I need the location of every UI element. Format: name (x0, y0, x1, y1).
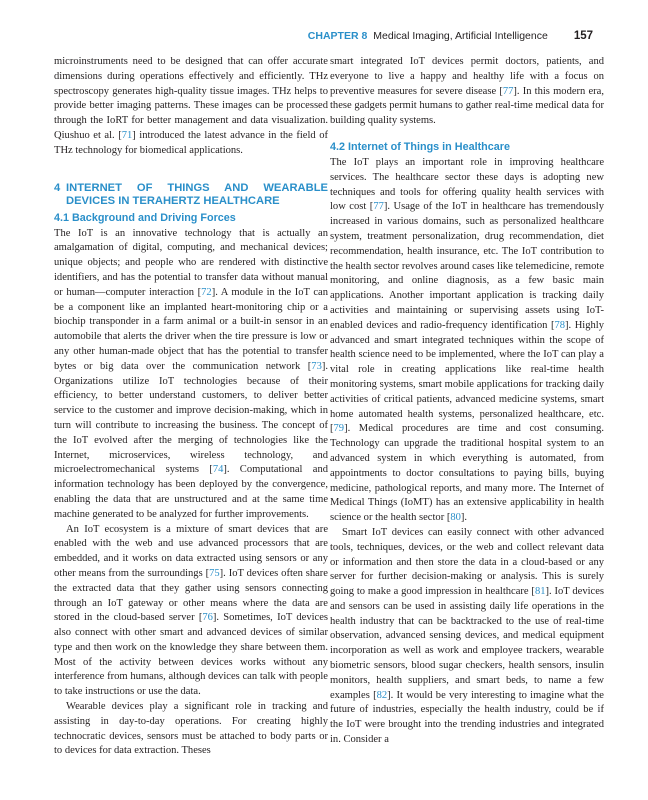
citation-link[interactable]: 78 (554, 319, 565, 331)
citation-link[interactable]: 75 (209, 567, 220, 579)
left-column (54, 55, 328, 759)
citation-link[interactable]: 79 (333, 423, 345, 435)
section-title: INTERNET OF THINGS AND WEARABLE DEVICES IN TERAHERTZ HEALTHCARE (66, 181, 328, 207)
chapter-label: CHAPTER 8 (307, 30, 368, 42)
paragraph: microinstruments need to be designed that can offer accurate dimensions during operations effectively and efficiently. THz spectroscopy generates high-quality tissue images. THz helps to provide better imaging patterns. These images can be processed through the IoRT for better management and data visualization. Qiushuo et al. [71] introduced the latest advance in the field of THz technology for biomedical applications. (54, 56, 328, 156)
running-header (55, 30, 593, 42)
citation-link[interactable]: 77 (373, 201, 384, 213)
right-column (330, 55, 604, 748)
citation-link[interactable]: 74 (212, 464, 224, 476)
paragraph: The IoT is an innovative technology that is actually an amalgamation of digital, computing, and mechanical devices; unique objects; and people who are rendered with distinctive identifiers, and has the potential to transfer data without manual or human—computer interaction [72]. A module in the IoT can be a component like an implanted heart-monitoring chip or a biochip transponder in a farm animal or a built-in sensor in an automobile that alerts the driver when the tire pressure is low or any other human-made object that has the potential to transfer bytes or big data over the communication network [73]. Organizations utilize IoT technologies because of their efficiency, to better understand customers, to deliver better service to the customer and improve decision-making, which in turn will contribute to increasing the business. The concept of the IoT evolved after the merging of technologies like the Internet, microservices, wireless technology, and microelectromechanical systems [74]. Computational and information technology has been deployed by the convergence, enabling the data that are unstructured and at the same time machine generated to be analyzed for further improvements. (54, 227, 329, 520)
paragraph: smart integrated IoT devices permit doctors, patients, and everyone to live a happy and healthy life with a focus on preventive measures for severe disease [77]. In this modern era, these gadgets permit humans to gather real-time medical data for building quality systems. (330, 56, 604, 127)
citation-link[interactable]: 80 (450, 512, 461, 524)
citation-link[interactable]: 72 (201, 286, 212, 298)
page-number: 157 (573, 30, 593, 42)
paragraph: The IoT plays an important role in improving healthcare services. The healthcare sector these days is adopting new techniques and tools for offering quality health services with low cost [77]. Usage of the IoT in healthcare has tremendously increased in various domains, such as personalized healthcare system, treatment personalization, drug recommendation, diet recommendation, health insurance, etc. The IoT contribution to the health sector revolves around cases like telemedicine, remote monitoring, and online diagnosis, as a few basic main applications. Another important application is tracking daily activities and maintaining or supervising assets using IoT-enabled devices and radio-frequency identification [78]. Highly advanced and smart integrated techniques within the scope of health science need to be implemented, where the IoT can play a vital role in creating applications like real-time health monitoring systems, smart mobile applications for tracking daily activities of critical patients, advanced medicine systems, smart home automated health systems, personalized healthcare, etc. [79]. Medical procedures are time and cost consuming. Technology can upgrade the traditional hospital system to an advanced system in which everything is automated, from appointments to doctor consultations to paying bills, buying medicine, pathological reports, and many more. The Internet of Medical Things (IoMT) has an extensive applicability in health science or the health sector [80]. (330, 156, 604, 524)
citation-link[interactable]: 76 (202, 612, 213, 624)
section-number: 4 (54, 181, 61, 194)
citation-link[interactable]: 73 (311, 360, 322, 372)
chapter-title: Medical Imaging, Artificial Intelligence (373, 30, 548, 42)
citation-link[interactable]: 77 (502, 85, 514, 97)
citation-link[interactable]: 71 (121, 129, 133, 141)
section-heading (54, 182, 328, 208)
subsection-heading: 4.2 Internet of Things in Healthcare (330, 140, 510, 153)
citation-link[interactable]: 81 (534, 586, 546, 598)
paragraph: Smart IoT devices can easily connect with other advanced tools, techniques, devices, or the web and collect relevant data or information and then store the data in a cloud-based or any server for further decision-making or analysis. This is surely going to make a good impression in healthcare [81]. IoT devices and sensors can be used in assisting daily life operations in the health industry that can be backtracked to the use of real-time observation, advanced sensing devices, and medical equipment incorporation as well as work and employee trackers, wearable biometric sensors, blood sugar checkers, health sensors, insulin monitors, health suppliers, and smart beds, to name a few examples [82]. It would be very interesting to imagine what the future of industries, especially the health industry, could be if the IoT were brought into the trending industries and integrated in. Consider a (330, 526, 605, 746)
paragraph: Wearable devices play a significant role in tracking and assisting in day-to-day operations. For creating highly technocratic devices, sensors must be attached to body parts or to devices for data extraction. Theses (54, 701, 328, 757)
citation-link[interactable]: 82 (376, 689, 388, 701)
paragraph: An IoT ecosystem is a mixture of smart devices that are enabled with the web and use advanced processors that are embedded, and it works on data extracted using sensors or any other means from the surroundings [75]. IoT devices often share the extracted data that they gather using sensors connecting through an IoT gateway or other means where the data are stored in the cloud-based server [76]. Sometimes, IoT devices also connect with other smart and advanced devices of similar type and then work on the knowledge they share between them. Most of the activity between devices works without any interference from humans, although devices can talk with people to take instructions or use the data. (54, 523, 328, 698)
subsection-heading: 4.1 Background and Driving Forces (54, 211, 236, 224)
